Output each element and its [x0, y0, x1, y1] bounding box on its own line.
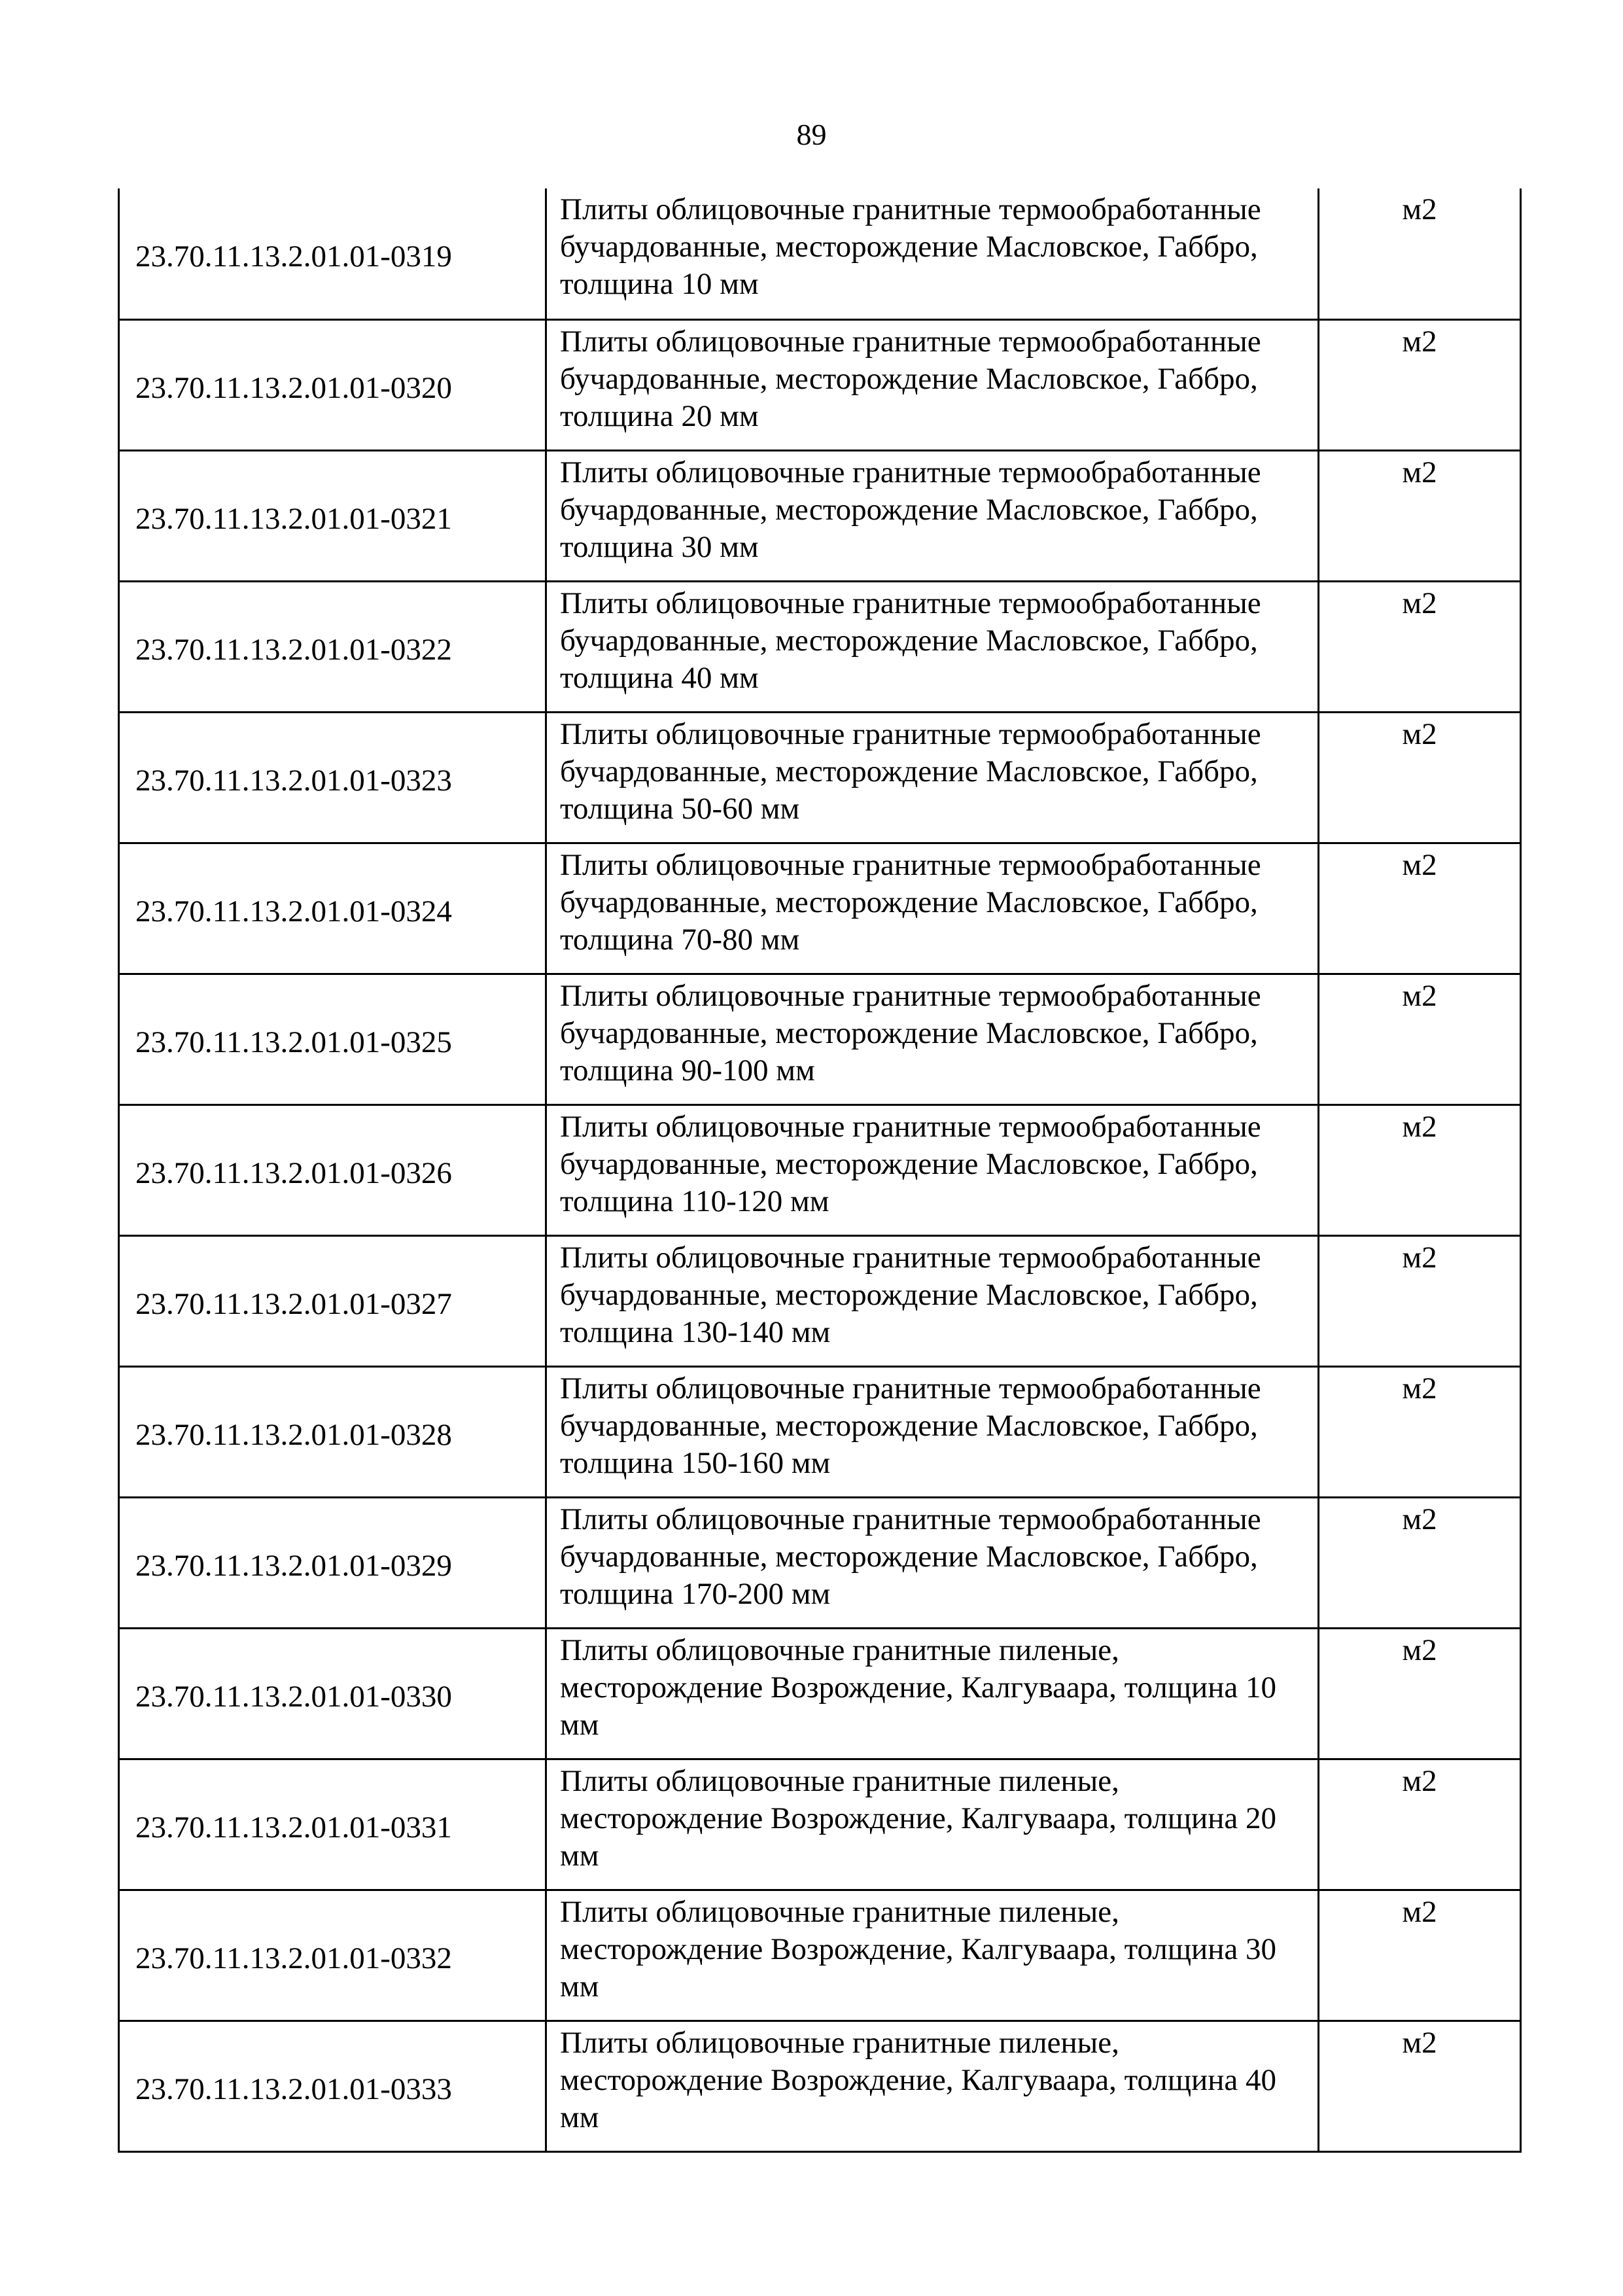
table-row — [119, 1628, 1521, 1759]
unit-cell: м2 — [1319, 1497, 1521, 1628]
table-row — [119, 712, 1521, 843]
resource-code-cell: 23.70.11.13.2.01.01-0319 — [119, 188, 546, 319]
resource-description-cell: Плиты облицовочные гранитные пиленые, месторождение Возрождение, Калгуваара, толщина 10 мм — [546, 1628, 1319, 1759]
resource-description-cell: Плиты облицовочные гранитные термообработанные бучардованные, месторождение Масловское, Габбро, толщина 30 мм — [546, 450, 1319, 581]
unit-cell: м2 — [1319, 1759, 1521, 1890]
table-row — [119, 1759, 1521, 1890]
resource-code-cell: 23.70.11.13.2.01.01-0321 — [119, 450, 546, 581]
table-row — [119, 319, 1521, 450]
table-row — [119, 188, 1521, 319]
resource-description-cell: Плиты облицовочные гранитные термообработанные бучардованные, месторождение Масловское, Габбро, толщина 90-100 мм — [546, 974, 1319, 1104]
resource-table — [118, 188, 1522, 2153]
resource-code-cell: 23.70.11.13.2.01.01-0322 — [119, 581, 546, 712]
unit-cell: м2 — [1319, 2021, 1521, 2151]
unit-cell: м2 — [1319, 450, 1521, 581]
table-row — [119, 843, 1521, 974]
resource-code-cell: 23.70.11.13.2.01.01-0327 — [119, 1235, 546, 1366]
table-row — [119, 1890, 1521, 2021]
resource-code-cell: 23.70.11.13.2.01.01-0328 — [119, 1366, 546, 1497]
resource-description-cell: Плиты облицовочные гранитные термообработанные бучардованные, месторождение Масловское, Габбро, толщина 130-140 мм — [546, 1235, 1319, 1366]
resource-description-cell: Плиты облицовочные гранитные термообработанные бучардованные, месторождение Масловское, Габбро, толщина 110-120 мм — [546, 1104, 1319, 1235]
unit-cell: м2 — [1319, 1890, 1521, 2021]
resource-description-cell: Плиты облицовочные гранитные термообработанные бучардованные, месторождение Масловское, Габбро, толщина 40 мм — [546, 581, 1319, 712]
resource-description-cell: Плиты облицовочные гранитные термообработанные бучардованные, месторождение Масловское, Габбро, толщина 170-200 мм — [546, 1497, 1319, 1628]
resource-description-cell: Плиты облицовочные гранитные пиленые, месторождение Возрождение, Калгуваара, толщина 30 мм — [546, 1890, 1319, 2021]
unit-cell: м2 — [1319, 1366, 1521, 1497]
page-number: 89 — [796, 118, 827, 151]
resource-code-cell: 23.70.11.13.2.01.01-0325 — [119, 974, 546, 1104]
unit-cell: м2 — [1319, 843, 1521, 974]
resource-description-cell: Плиты облицовочные гранитные термообработанные бучардованные, месторождение Масловское, Габбро, толщина 10 мм — [546, 188, 1319, 319]
resource-code-cell: 23.70.11.13.2.01.01-0320 — [119, 319, 546, 450]
table-row — [119, 1104, 1521, 1235]
unit-cell: м2 — [1319, 974, 1521, 1104]
resource-code-cell: 23.70.11.13.2.01.01-0332 — [119, 1890, 546, 2021]
unit-cell: м2 — [1319, 1628, 1521, 1759]
unit-cell: м2 — [1319, 581, 1521, 712]
resource-code-cell: 23.70.11.13.2.01.01-0329 — [119, 1497, 546, 1628]
resource-code-cell: 23.70.11.13.2.01.01-0333 — [119, 2021, 546, 2151]
resource-code-cell: 23.70.11.13.2.01.01-0324 — [119, 843, 546, 974]
resource-description-cell: Плиты облицовочные гранитные термообработанные бучардованные, месторождение Масловское, Габбро, толщина 50-60 мм — [546, 712, 1319, 843]
unit-cell: м2 — [1319, 1104, 1521, 1235]
unit-cell: м2 — [1319, 1235, 1521, 1366]
unit-cell: м2 — [1319, 712, 1521, 843]
table-row — [119, 2021, 1521, 2151]
table-row — [119, 1497, 1521, 1628]
resource-code-cell: 23.70.11.13.2.01.01-0326 — [119, 1104, 546, 1235]
resource-description-cell: Плиты облицовочные гранитные термообработанные бучардованные, месторождение Масловское, Габбро, толщина 70-80 мм — [546, 843, 1319, 974]
resource-code-cell: 23.70.11.13.2.01.01-0331 — [119, 1759, 546, 1890]
resource-description-cell: Плиты облицовочные гранитные термообработанные бучардованные, месторождение Масловское, Габбро, толщина 150-160 мм — [546, 1366, 1319, 1497]
table-row — [119, 1366, 1521, 1497]
table-row — [119, 1235, 1521, 1366]
resource-description-cell: Плиты облицовочные гранитные пиленые, месторождение Возрождение, Калгуваара, толщина 40 мм — [546, 2021, 1319, 2151]
table-body — [119, 188, 1521, 2151]
resource-description-cell: Плиты облицовочные гранитные пиленые, месторождение Возрождение, Калгуваара, толщина 20 мм — [546, 1759, 1319, 1890]
table-row — [119, 974, 1521, 1104]
table-row — [119, 581, 1521, 712]
resource-code-cell: 23.70.11.13.2.01.01-0323 — [119, 712, 546, 843]
unit-cell: м2 — [1319, 319, 1521, 450]
resource-description-cell: Плиты облицовочные гранитные термообработанные бучардованные, месторождение Масловское, Габбро, толщина 20 мм — [546, 319, 1319, 450]
resource-code-cell: 23.70.11.13.2.01.01-0330 — [119, 1628, 546, 1759]
unit-cell: м2 — [1319, 188, 1521, 319]
table-row — [119, 450, 1521, 581]
